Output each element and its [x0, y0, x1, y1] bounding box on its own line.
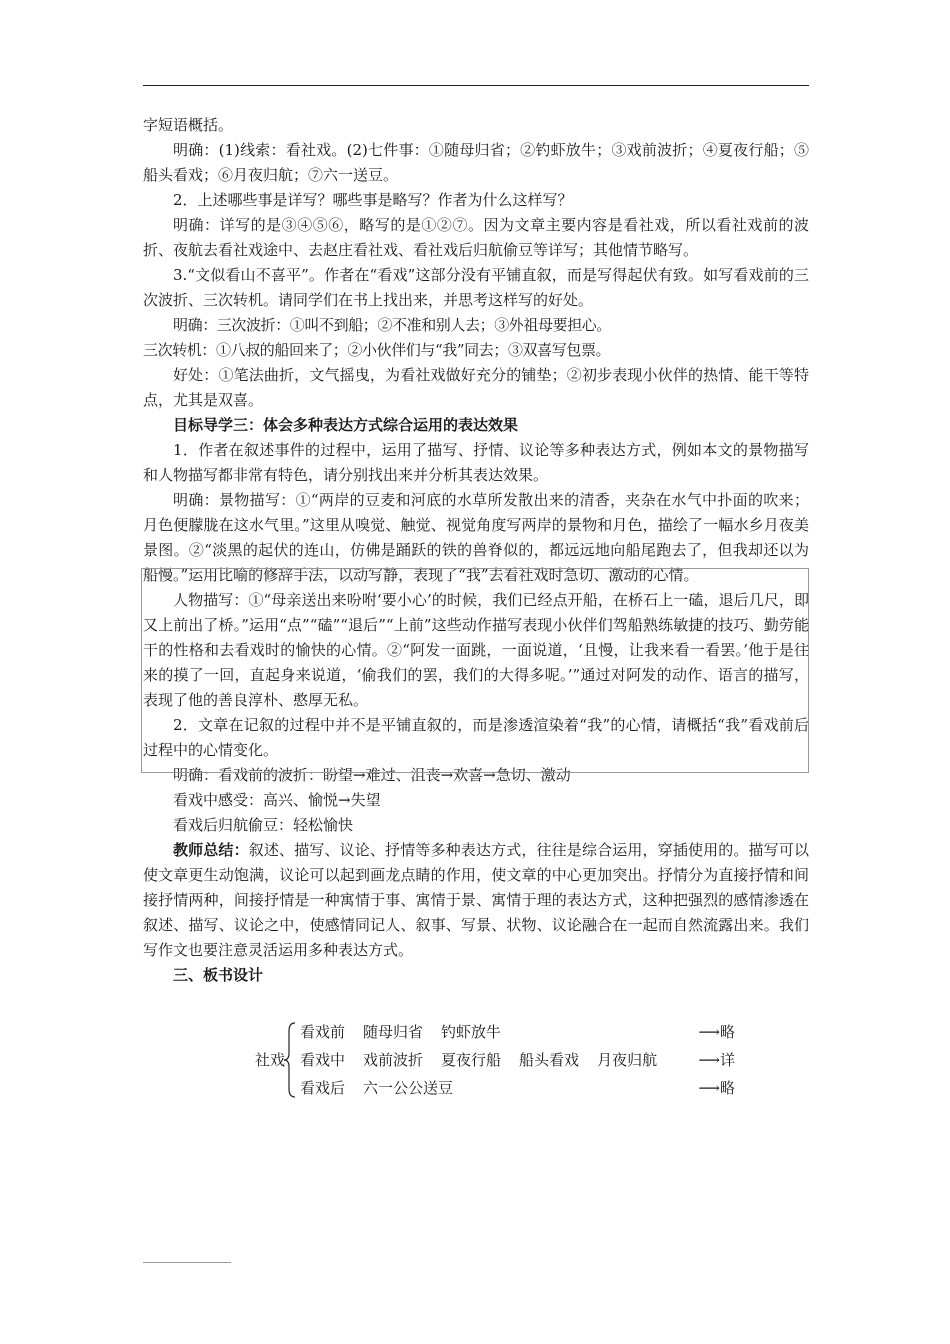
- board-event: 戏前波折: [363, 1051, 424, 1069]
- board-row: [300, 1021, 519, 1042]
- board-row: [300, 1049, 675, 1070]
- board-result: ⟶详: [698, 1051, 735, 1069]
- board-event: 钓虾放牛: [441, 1023, 502, 1041]
- paragraph: 明确：(1)线索：看社戏。(2)七件事：①随母归省；②钓虾放牛；③戏前波折；④夏夜行船；⑤船头看戏；⑥月夜归航；⑦六一送豆。: [143, 141, 809, 184]
- board-event: 船头看戏: [519, 1051, 580, 1069]
- paragraph: 看戏中感受：高兴、愉悦→失望: [173, 791, 381, 809]
- teacher-summary: [143, 838, 809, 963]
- summary-label: 教师总结：: [173, 841, 249, 859]
- board-event: 夏夜行船: [441, 1051, 502, 1069]
- board-event: 六一公公送豆: [363, 1079, 454, 1097]
- board-root: 社戏: [255, 1051, 286, 1069]
- brace-icon: [283, 1021, 297, 1099]
- paragraph: 2．上述哪些事是详写？哪些事是略写？作者为什么这样写？: [173, 191, 573, 209]
- paragraph: 明确：景物描写：①“两岸的豆麦和河底的水草所发散出来的清香，夹杂在水气中扑面的吹来；月色便朦胧在这水气里。”这里从嗅觉、触觉、视觉角度写两岸的景物和月色，描绘了一幅水乡月夜美景图。②“淡黑的起伏的连山，仿佛是踊跃的铁的兽脊似的，都远远地向船尾跑去了，但我却还以为船慢。”运用比喻的修辞手法，以动写静，表现了“我”去看社戏时急切、激动的心情。: [143, 491, 809, 584]
- paragraph: 明确：详写的是③④⑤⑥，略写的是①②⑦。因为文章主要内容是看社戏，所以看社戏前的波折、夜航去看社戏途中、去赵庄看社戏、看社戏后归航偷豆等详写；其他情节略写。: [143, 216, 809, 259]
- board-event: 随母归省: [363, 1023, 424, 1041]
- paragraph: 2．文章在记叙的过程中并不是平铺直叙的，而是渗透渲染着“我”的心情，请概括“我”看戏前后过程中的心情变化。: [143, 716, 809, 759]
- paragraph: 三次转机：①八叔的船回来了；②小伙伴们与“我”同去；③双喜写包票。: [143, 341, 611, 359]
- board-result: ⟶略: [698, 1023, 735, 1041]
- board-result: ⟶略: [698, 1079, 735, 1097]
- paragraph: 看戏后归航偷豆：轻松愉快: [173, 816, 354, 834]
- paragraph: 明确：三次波折：①叫不到船；②不准和别人去；③外祖母要担心。: [173, 316, 612, 334]
- section-heading: 目标导学三：体会多种表达方式综合运用的表达效果: [173, 416, 519, 434]
- board-stage: 看戏前: [300, 1023, 346, 1041]
- paragraph: 好处：①笔法曲折，文气摇曳，为看社戏做好充分的铺垫；②初步表现小伙伴的热情、能干等特点，尤其是双喜。: [143, 366, 809, 409]
- board-row: [300, 1077, 471, 1098]
- paragraph: 1．作者在叙述事件的过程中，运用了描写、抒情、议论等多种表达方式，例如本文的景物描写和人物描写都非常有特色，请分别找出来并分析其表达效果。: [143, 441, 809, 484]
- board-stage: 看戏后: [300, 1079, 346, 1097]
- paragraph: 字短语概括。: [143, 116, 234, 134]
- board-event: 月夜归航: [597, 1051, 658, 1069]
- summary-text: 叙述、描写、议论、抒情等多种表达方式，往往是综合运用，穿插使用的。描写可以使文章更生动饱满，议论可以起到画龙点睛的作用，使文章的中心更加突出。抒情分为直接抒情和间接抒情两种，间接抒情是一种寓情于事、寓情于景、寓情于理的表达方式，这种把强烈的感情渗透在叙述、描写、议论之中，使感情同记人、叙事、写景、状物、议论融合在一起而自然流露出来。我们写作文也要注意灵活运用多种表达方式。: [143, 841, 809, 959]
- section-heading: 三、板书设计: [173, 966, 264, 984]
- header-rule: [143, 85, 809, 86]
- paragraph: 3.“文似看山不喜平”。作者在“看戏”这部分没有平铺直叙，而是写得起伏有致。如写看戏前的三次波折、三次转机。请同学们在书上找出来，并思考这样写的好处。: [143, 266, 809, 309]
- paragraph: 明确：看戏前的波折：盼望→难过、沮丧→欢喜→急切、激动: [173, 766, 571, 784]
- footer-rule: [143, 1262, 231, 1263]
- text-frame: [141, 568, 809, 773]
- paragraph: 人物描写：①“母亲送出来吩咐‘要小心’的时候，我们已经点开船，在桥石上一磕，退后几尺，即又上前出了桥。”运用“点”“磕”“退后”“上前”这些动作描写表现小伙伴们驾船熟练敏捷的技巧、勤劳能干的性格和去看戏时的愉快的心情。②“阿发一面跳，一面说道，‘且慢，让我来看一看罢。’他于是往来的摸了一回，直起身来说道，‘偷我们的罢，我们的大得多呢。’”通过对阿发的动作、语言的描写，表现了他的善良淳朴、憨厚无私。: [143, 591, 809, 709]
- blackboard-design: [255, 1021, 735, 1101]
- document-body: [143, 113, 809, 988]
- board-stage: 看戏中: [300, 1051, 346, 1069]
